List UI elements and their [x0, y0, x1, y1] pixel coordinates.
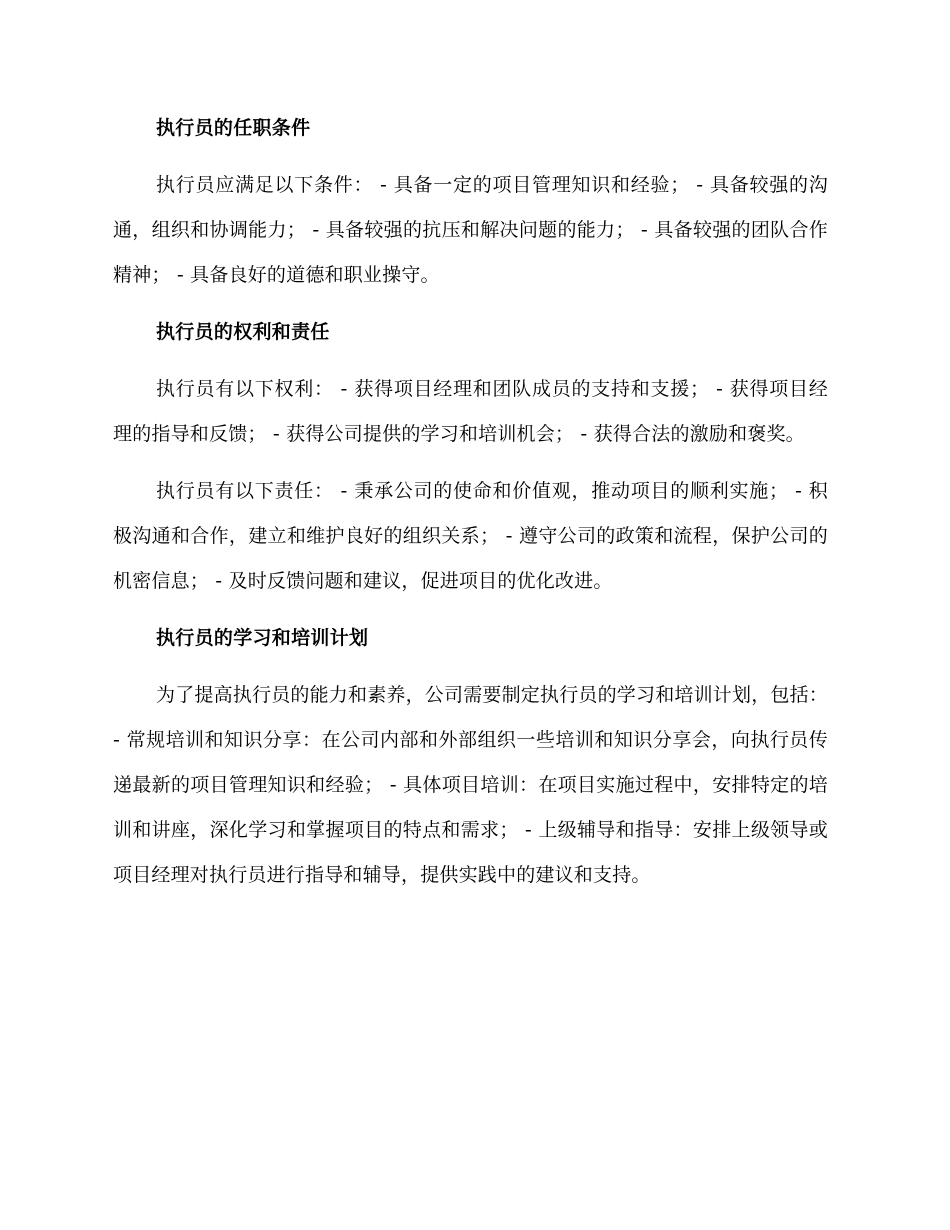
section-heading-qualifications: 执行员的任职条件: [156, 117, 311, 139]
paragraph-training-plan: 为了提高执行员的能力和素养，公司需要制定执行员的学习和培训计划，包括： - 常规培训和知识分享：在公司内部和外部组织一些培训和知识分享会，向执行员传递最新的项目管理知识和经验； - 具体项目培训：在项目实施过程中，安排特定的培训和讲座，深化学习和掌握项目的特点和需求； - 上级辅导和指导：安排上级领导或项目经理对执行员进行指导和辅导，提供实践中的建议和支持。: [113, 684, 829, 886]
paragraph-responsibilities: 执行员有以下责任： - 秉承公司的使命和价值观，推动项目的顺利实施； - 积极沟通和合作，建立和维护良好的组织关系； - 遵守公司的政策和流程，保护公司的机密信息； - 及时反馈问题和建议，促进项目的优化改进。: [113, 480, 828, 592]
document-body: [113, 106, 828, 910]
section-heading-rights-responsibilities: 执行员的权利和责任: [156, 321, 330, 343]
section-heading-training-plan: 执行员的学习和培训计划: [156, 627, 369, 649]
paragraph-rights: 执行员有以下权利： - 获得项目经理和团队成员的支持和支援； - 获得项目经理的指导和反馈； - 获得公司提供的学习和培训机会； - 获得合法的激励和褒奖。: [113, 378, 828, 445]
paragraph-qualifications: 执行员应满足以下条件： - 具备一定的项目管理知识和经验； - 具备较强的沟通，组织和协调能力； - 具备较强的抗压和解决问题的能力； - 具备较强的团队合作精神； - 具备良好的道德和职业操守。: [113, 174, 828, 286]
